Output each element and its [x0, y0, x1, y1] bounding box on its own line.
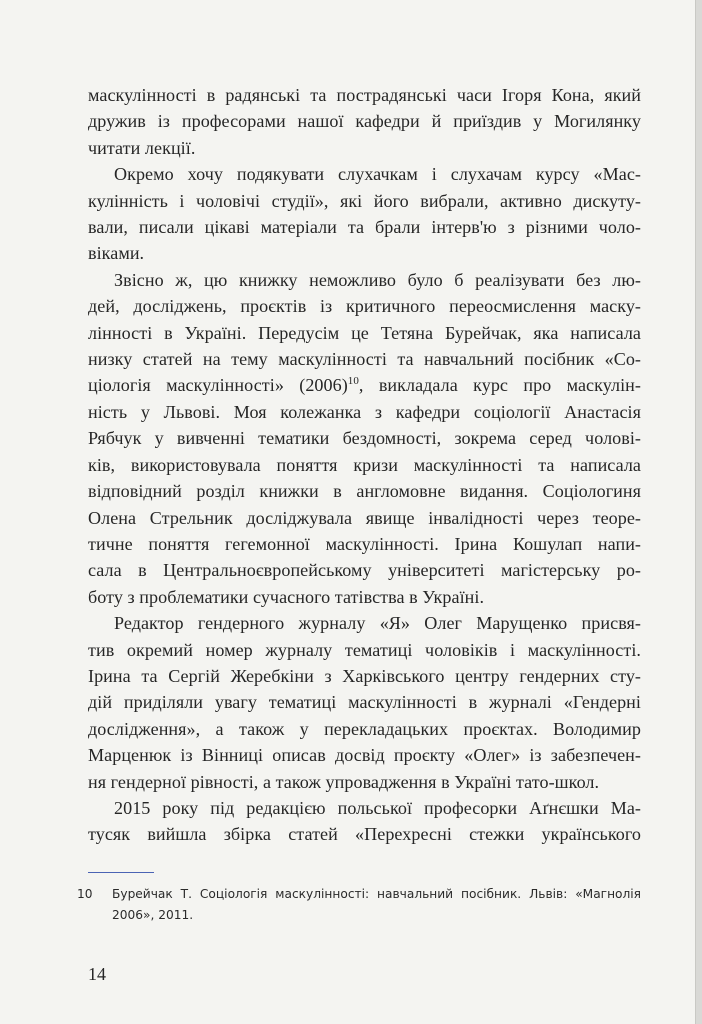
text-line: відповідний розділ книжки в англомовне видання. Соціологиня	[88, 481, 641, 502]
text-line: тусяк вийшла збірка статей «Перехресні стежки українського	[88, 824, 641, 845]
text-line: дружив із професорами нашої кафедри й приїздив у Могилянку	[88, 111, 641, 132]
text-line: ня гендерної рівності, а також упровадження в Україні тато-школ.	[88, 771, 600, 792]
text-segment: , викладала курс про маскулін-	[358, 375, 641, 396]
text-line: сала в Центральноєвропейському університеті магістерську ро-	[88, 560, 641, 581]
text-line: Редактор гендерного журналу «Я» Олег Марущенко присвя-	[114, 613, 641, 634]
footnote-line: Бурейчак Т. Соціологія маскулінності: навчальний посібник. Львів: «Магнолія	[112, 887, 641, 901]
text-line: маскулінності в радянські та пострадянські часи Ігоря Кона, який	[88, 85, 641, 105]
text-line: ків, використовувала поняття кризи маскулінності та написала	[88, 454, 641, 475]
text-line: боту з проблематики сучасного татівства в Україні.	[88, 586, 485, 607]
text-line: тив окремий номер журналу тематиці чоловіків і маскулінності.	[88, 639, 641, 660]
text-line: ність у Львові. Моя колежанка з кафедри соціології Анастасія	[88, 401, 641, 422]
footnote-reference[interactable]: 10	[347, 375, 359, 388]
text-line: кулінність і чоловічі студії», які його вибрали, активно дискуту-	[88, 190, 641, 211]
footnote	[77, 884, 641, 925]
text-line-with-footnote	[88, 372, 641, 398]
page-number: 14	[88, 964, 106, 984]
main-text	[88, 82, 641, 848]
text-line: дослідження», а також у перекладацьких проєктах. Володимир	[88, 718, 641, 739]
text-line: Окремо хочу подякувати слухачкам і слухачам курсу «Мас-	[114, 164, 641, 185]
footnote-text	[112, 884, 641, 925]
text-line: Марценюк із Вінниці описав досвід проєкту «Олег» із забезпечен-	[88, 745, 641, 766]
text-line: Рябчук у вивченні тематики бездомності, зокрема серед чолові-	[88, 428, 641, 449]
text-line: дей, досліджень, проєктів із критичного переосмислення маску-	[88, 296, 641, 317]
footnote-divider	[88, 872, 154, 873]
text-line: читати лекції.	[88, 137, 196, 158]
text-line: лінності в Україні. Передусім це Тетяна Бурейчак, яка написала	[88, 322, 641, 343]
text-line: віками.	[88, 243, 145, 264]
text-line: низку статей на тему маскулінності та навчальний посібник «Со-	[88, 349, 641, 370]
text-line: Олена Стрельник досліджувала явище інвалідності через теоре-	[88, 507, 641, 528]
text-line: Ірина та Сергій Жеребкіни з Харківського центру гендерних сту-	[88, 665, 641, 686]
text-line: дій приділяли увагу тематиці маскулінності в журналі «Гендерні	[88, 692, 641, 713]
text-line: Звісно ж, цю книжку неможливо було б реалізувати без лю-	[114, 269, 641, 290]
footnote-line: 2006», 2011.	[112, 907, 194, 922]
footnote-number: 10	[77, 887, 93, 901]
text-line: тичне поняття гегемонної маскулінності. Ірина Кошулап напи-	[88, 533, 641, 554]
text-line: 2015 року під редакцією польської професорки Аґнєшки Ма-	[114, 797, 641, 818]
text-line: вали, писали цікаві матеріали та брали інтерв'ю з різними чоло-	[88, 217, 641, 238]
text-segment: ціологія маскулінності» (2006)	[88, 375, 348, 396]
